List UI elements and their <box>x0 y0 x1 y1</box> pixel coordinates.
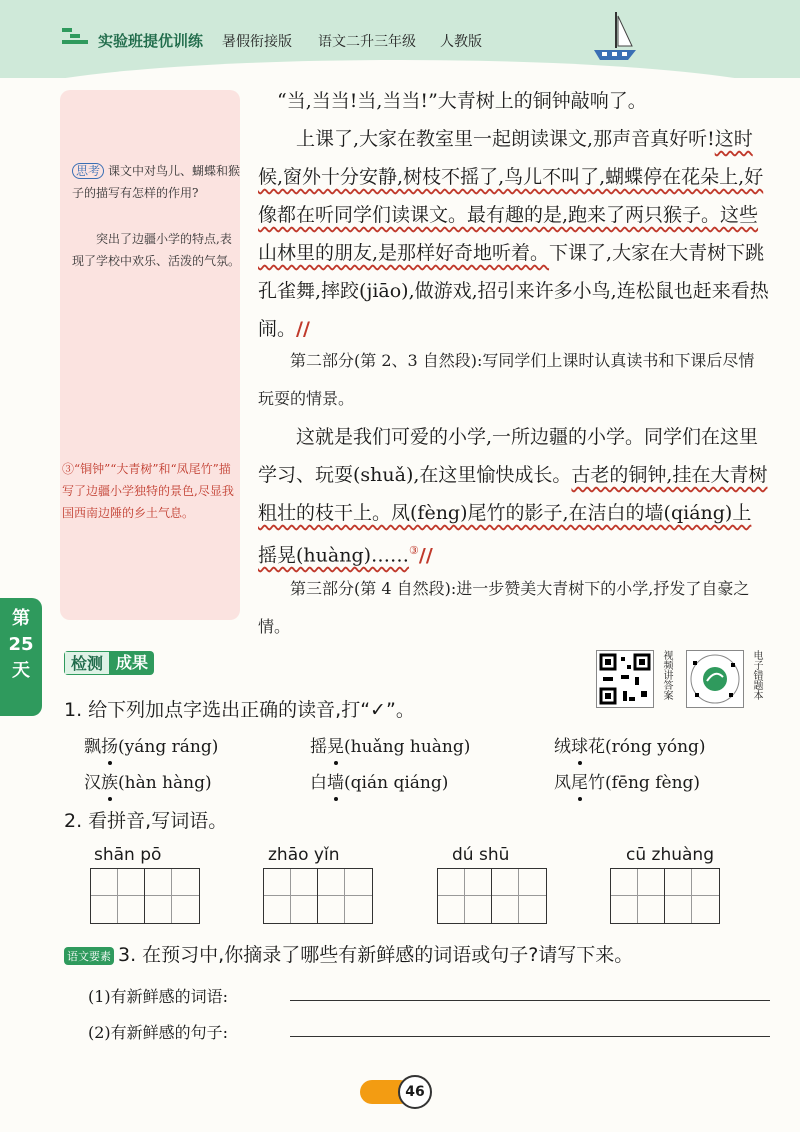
grid-cell[interactable] <box>318 869 372 923</box>
think-question <box>72 160 242 204</box>
passage-paragraph-3 <box>258 418 770 574</box>
section-title <box>64 651 154 675</box>
day-tab <box>0 598 42 716</box>
page-header <box>0 0 800 78</box>
grid-cell[interactable] <box>264 869 318 923</box>
q1-item-6-pre: 凤 <box>554 773 571 793</box>
writing-grid-3[interactable] <box>437 868 547 924</box>
pinyin-3: dú shū <box>452 845 510 865</box>
language-element-badge: 语文要素 <box>64 947 114 965</box>
pinyin-2: zhāo yǐn <box>268 845 340 865</box>
annotation-ref-3: ③ <box>409 544 419 557</box>
q1-item-5[interactable] <box>310 768 448 793</box>
grid-cell[interactable] <box>145 869 199 923</box>
q1-item-5-options: (qián qiáng) <box>344 773 449 793</box>
p3-underlined: 古老的铜钟,挂在大青树粗壮的枝干上。凤(fèng)尾竹的影子,在洁白的墙(qiáng)上摇晃(huàng)…… <box>258 464 768 567</box>
grid-cell[interactable] <box>91 869 145 923</box>
annotation-3: ③“铜钟”“大青树”和“凤尾竹”描写了边疆小学独特的景色,尽显我国西南边陲的乡土气息。 <box>62 462 234 520</box>
q1-item-3-dotted: 球 <box>571 737 588 757</box>
sailboat-icon <box>588 8 640 64</box>
q1-item-3[interactable] <box>554 732 706 757</box>
question-2: 2. 看拼音,写词语。 <box>64 810 228 832</box>
q1-item-4-dotted: 族 <box>101 773 118 793</box>
p2-part-a: 上课了,大家在教室里一起朗读课文,那声音真好听! <box>296 128 715 150</box>
passage-paragraph-1: “当,当当!当,当当!”大青树上的铜钟敲响了。 <box>277 90 647 112</box>
day-tab-number: 25 <box>8 634 34 655</box>
q1-item-3-pre: 绒 <box>554 737 571 757</box>
question-3 <box>64 940 633 967</box>
section-break-mark-2: // <box>418 544 433 567</box>
q1-item-1-options: (yáng ráng) <box>118 737 219 757</box>
p3-part-a: 这就是我们可爱的小学,一所边疆的小学。同学们在这里学习、玩耍(shuǎ),在这里愉快成长。 <box>258 426 759 486</box>
writing-grid-4[interactable] <box>610 868 720 924</box>
qr-label-video: 视频讲答案 <box>661 650 672 700</box>
grid-cell[interactable] <box>438 869 492 923</box>
think-question-text: 课文中对鸟儿、蝴蝶和猴子的描写有怎样的作用? <box>72 164 241 200</box>
section-title-part2: 成果 <box>110 651 154 675</box>
p2-part-c: 下课了,大家在大青树下跳孔雀舞,摔跤(jiāo),做游戏,招引来许多小鸟,连松鼠也赶来看热闹。 <box>258 242 769 340</box>
q1-item-4[interactable] <box>84 768 212 793</box>
passage-paragraph-2 <box>258 120 770 348</box>
qr-code-mistakes-icon[interactable] <box>686 650 744 708</box>
q1-item-4-pre: 汉 <box>84 773 101 793</box>
q1-item-5-pre: 白 <box>310 773 327 793</box>
series-brand: 实验班提优训练 <box>98 32 204 50</box>
publisher-label: 人教版 <box>440 34 482 50</box>
qr-code-icon[interactable] <box>596 650 654 708</box>
part2-summary: 第二部分(第 2、3 自然段):写同学们上课时认真读书和下课后尽情玩耍的情景。 <box>258 351 755 408</box>
think-tag: 思考 <box>72 163 104 179</box>
answer-line-words[interactable] <box>290 1000 770 1001</box>
q1-item-2[interactable] <box>310 732 470 757</box>
q1-item-5-dotted: 墙 <box>327 773 344 793</box>
grid-cell[interactable] <box>492 869 546 923</box>
q1-item-2-dotted: 晃 <box>327 737 344 757</box>
p2-underlined: 这时候,窗外十分安静,树枝不摇了,鸟儿不叫了,蝴蝶停在花朵上,好像都在听同学们读课文。最有趣的是,跑来了两只猴子。这些山林里的朋友,是那样好奇地听着。 <box>258 128 764 264</box>
grade-label: 语文二升三年级 <box>318 34 416 50</box>
q1-item-4-options: (hàn hàng) <box>118 773 212 793</box>
section-title-part1: 检测 <box>64 651 110 675</box>
writing-grid-2[interactable] <box>263 868 373 924</box>
answer-line-sentences[interactable] <box>290 1036 770 1037</box>
grid-cell[interactable] <box>611 869 665 923</box>
think-answer: 突出了边疆小学的特点,表现了学校中欢乐、活泼的气氛。 <box>72 232 241 268</box>
qr-label-mistakes: 电子错题本 <box>751 650 762 700</box>
q1-item-1[interactable] <box>84 732 218 757</box>
answer-label-words: (1)有新鲜感的词语: <box>88 987 229 1006</box>
q1-item-2-options: (huǎng huàng) <box>344 737 471 757</box>
book-logo-icon <box>62 26 88 46</box>
q1-item-2-pre: 摇 <box>310 737 327 757</box>
q1-item-6-options: 竹(fēng fèng) <box>588 773 701 793</box>
q1-item-6-dotted: 尾 <box>571 773 588 793</box>
edition-label: 暑假衔接版 <box>222 34 292 50</box>
q1-item-1-pre: 飘 <box>84 737 101 757</box>
question-3-text: 3. 在预习中,你摘录了哪些有新鲜感的词语或句子?请写下来。 <box>118 944 634 966</box>
day-tab-line3: 天 <box>12 660 30 681</box>
q1-item-1-dotted: 扬 <box>101 737 118 757</box>
part3-summary: 第三部分(第 4 自然段):进一步赞美大青树下的小学,抒发了自豪之情。 <box>258 579 750 636</box>
pinyin-1: shān pō <box>94 845 162 865</box>
page-number: 46 <box>398 1075 432 1109</box>
section-break-mark: // <box>296 318 310 340</box>
pinyin-4: cū zhuàng <box>626 845 714 865</box>
writing-grid-1[interactable] <box>90 868 200 924</box>
q1-item-6[interactable] <box>554 768 700 793</box>
question-1: 1. 给下列加点字选出正确的读音,打“✓”。 <box>64 699 415 721</box>
grid-cell[interactable] <box>665 869 719 923</box>
day-tab-line1: 第 <box>12 608 30 629</box>
answer-label-sentences: (2)有新鲜感的句子: <box>88 1023 229 1042</box>
q1-item-3-options: 花(róng yóng) <box>588 737 706 757</box>
